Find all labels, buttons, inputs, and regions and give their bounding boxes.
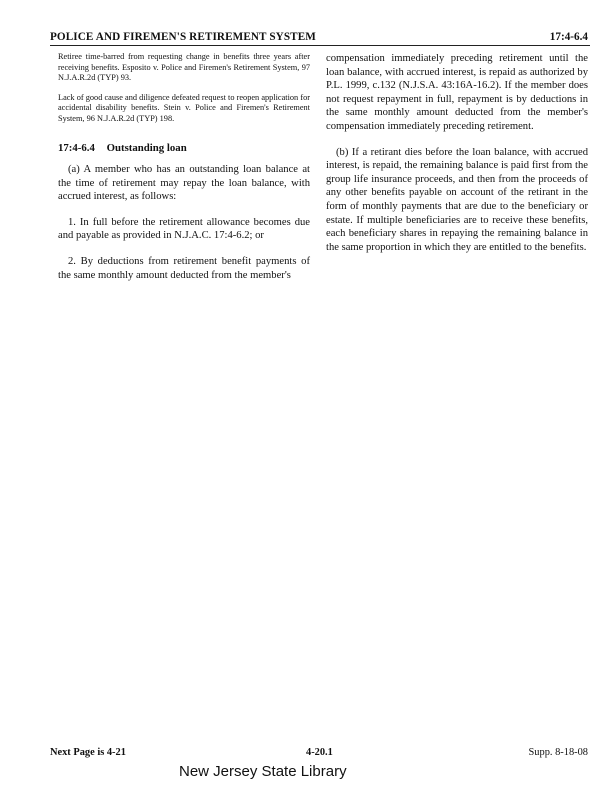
case-note: Lack of good cause and diligence defeated request to reopen application for accidental disability benefits. Stein v. Police and Firemen's Retirement System, 96 N.J.A.R.2d (TYP) 198. <box>58 92 310 123</box>
supplement-date: Supp. 8-18-08 <box>528 747 588 758</box>
page-number: 4-20.1 <box>306 747 333 758</box>
section-heading <box>58 142 310 154</box>
section-title: Outstanding loan <box>106 142 187 154</box>
library-stamp: New Jersey State Library <box>179 763 347 780</box>
paragraph-a-2-continued: compensation immediately preceding retirement until the loan balance, with accrued interest, is repaid as authorized by P.L. 1999, c.132 (N.J.S.A. 43:16A-16.2). If the member does not request repayment in full, repayment is by deductions in the same monthly amount deducted from the member's compensation immediately preceding retirement. <box>326 53 588 132</box>
case-note: Retiree time-barred from requesting change in benefits three years after receiving benefits. Esposito v. Police and Firemen's Retirement System, 97 N.J.A.R.2d (TYP) 93. <box>58 52 310 82</box>
section-number: 17:4-6.4 <box>58 142 95 154</box>
running-header-title: POLICE AND FIREMEN'S RETIREMENT SYSTEM <box>50 31 316 43</box>
paragraph-a-2: 2. By deductions from retirement benefit payments of the same monthly amount deducted from the member's <box>58 255 310 281</box>
left-column <box>58 52 310 282</box>
header-divider <box>50 45 590 46</box>
next-page-note: Next Page is 4-21 <box>50 747 126 758</box>
paragraph-b: (b) If a retirant dies before the loan balance, with accrued interest, is repaid, the remaining balance is paid first from the group life insurance proceeds, and then from the proceeds of any other benefits payable on account of the retirant in the form of monthly payments that are due to the beneficiary or estate. If multiple beneficiaries are to receive these benefits, each beneficiary shares in repaying the remaining balance in the same proportion in which they are entitled to the benefits. <box>326 146 588 253</box>
paragraph-a: (a) A member who has an outstanding loan balance at the time of retirement may repay the loan balance, with accrued interest, as follows: <box>58 164 310 203</box>
paragraph-a-1: 1. In full before the retirement allowance becomes due and payable as provided in N.J.A.C. 17:4-6.2; or <box>58 216 310 242</box>
right-column <box>326 52 588 254</box>
running-header-section: 17:4-6.4 <box>549 31 588 43</box>
